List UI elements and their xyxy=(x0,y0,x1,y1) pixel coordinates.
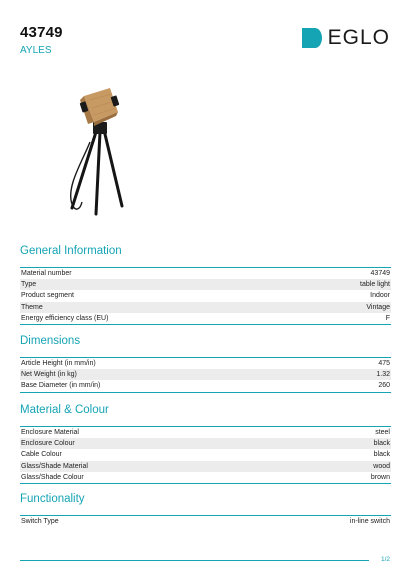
row-value: black xyxy=(373,440,390,448)
product-header xyxy=(20,24,63,56)
section-title: Functionality xyxy=(20,493,85,505)
table-row xyxy=(20,369,391,380)
eglo-logo-mark-icon xyxy=(302,28,322,48)
row-label: Article Height (in mm/in) xyxy=(21,360,96,368)
table-row xyxy=(20,290,391,301)
row-value: 43749 xyxy=(370,270,390,278)
section-functionality xyxy=(20,493,391,527)
table-row xyxy=(20,472,391,483)
row-label: Base Diameter (in mm/in) xyxy=(21,382,101,390)
row-value: 260 xyxy=(378,382,390,390)
brand-logo xyxy=(302,26,390,50)
product-name: AYLES xyxy=(20,45,52,56)
row-value: Vintage xyxy=(366,303,390,311)
row-value: black xyxy=(373,451,390,459)
section-general-information xyxy=(20,245,391,325)
row-label: Enclosure Material xyxy=(21,429,79,437)
row-value: Indoor xyxy=(370,292,390,300)
section-material-colour xyxy=(20,404,391,484)
spec-table xyxy=(20,267,391,325)
table-row xyxy=(20,380,391,391)
row-label: Glass/Shade Material xyxy=(21,462,88,470)
row-value: 475 xyxy=(378,360,390,368)
row-label: Enclosure Colour xyxy=(21,440,75,448)
row-value: brown xyxy=(370,473,390,481)
logo-text: EGLO xyxy=(327,26,390,49)
table-row xyxy=(20,449,391,460)
row-label: Net Weight (in kg) xyxy=(21,371,77,379)
row-value: steel xyxy=(375,429,390,437)
footer-divider xyxy=(20,560,369,561)
tripod-table-lamp-icon xyxy=(60,82,150,218)
row-label: Glass/Shade Colour xyxy=(21,473,84,481)
row-value: 1.32 xyxy=(376,371,390,379)
row-value: table light xyxy=(360,281,390,289)
row-label: Product segment xyxy=(21,292,74,300)
row-value: F xyxy=(385,314,390,322)
spec-table xyxy=(20,357,391,393)
row-value: in-line switch xyxy=(349,518,390,526)
section-title: Dimensions xyxy=(20,335,81,347)
section-title: General Information xyxy=(20,245,122,257)
table-row xyxy=(20,302,391,313)
row-label: Theme xyxy=(21,303,43,311)
row-label: Energy efficiency class (EU) xyxy=(21,314,109,322)
row-value: wood xyxy=(373,462,390,470)
row-label: Type xyxy=(21,281,37,289)
table-row xyxy=(20,438,391,449)
section-title: Material & Colour xyxy=(20,404,109,416)
table-row xyxy=(20,268,391,279)
spec-table xyxy=(20,515,391,527)
page-number: 1/2 xyxy=(380,556,390,563)
spec-table xyxy=(20,426,391,484)
row-label: Material number xyxy=(21,270,72,278)
row-label: Cable Colour xyxy=(21,451,62,459)
table-row xyxy=(20,427,391,438)
table-row xyxy=(20,461,391,472)
table-row xyxy=(20,313,391,324)
table-row xyxy=(20,358,391,369)
section-dimensions xyxy=(20,335,391,393)
table-row xyxy=(20,279,391,290)
product-number: 43749 xyxy=(20,24,63,41)
table-row xyxy=(20,516,391,527)
row-label: Switch Type xyxy=(21,518,59,526)
